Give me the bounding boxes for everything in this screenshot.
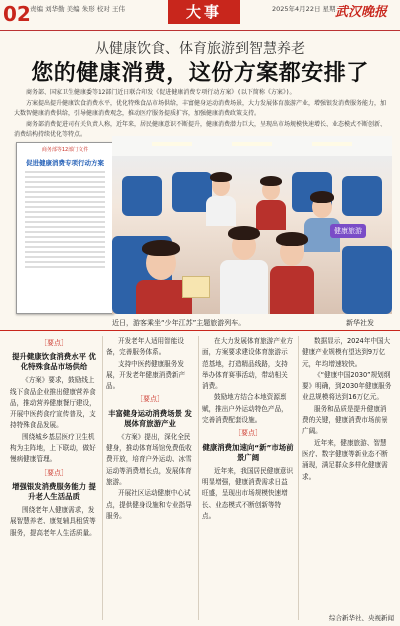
photo-credit: 新华社发	[346, 319, 374, 327]
section-divider	[0, 330, 400, 331]
article-column-4	[302, 336, 392, 483]
key-point-tag: ［要点］	[234, 429, 262, 438]
paragraph: 服务和品质是提升健康消费的关键，健康消费市场前景广阔。	[302, 404, 388, 436]
paragraph: 鼓励地方结合本地资源禀赋，推出户外运动特色产品，完善消费配套设施。	[202, 393, 288, 425]
masthead	[0, 0, 400, 31]
issue-date: 2025年4月22日 星期二	[272, 5, 343, 13]
editor-credits: 责编 刘华勤 美编 朱形 校对 王伟	[30, 5, 125, 13]
lead-paragraph: 方案提出提升健康饮食消费水平，优化特殊食品市场供给，丰富健身运动消费场景，大力发展体育旅游产业，增强银发消费服务能力，加大数智健康消费供给，引导健康消费观念，推动医疗服务提质扩容，加强健康消费政策支持。	[14, 99, 387, 117]
paragraph: 《“健康中国2030”规划纲要》明确，到2030年健康服务业总规模将达到16万亿元。	[302, 370, 392, 402]
paragraph: 《方案》提出，深化全民健身，推动体育场馆免费低收费开放，培育户外运动、冰雪运动等消费增长点，发展体育旅游。	[106, 432, 192, 486]
photo-sign: 健康旅游	[330, 224, 366, 238]
paper-name: 武汉晚报	[335, 5, 388, 20]
paragraph: 围绕城乡基层医疗卫生机构为主阵地，上下联动，做好慢病健康管理。	[10, 432, 96, 464]
article-lead	[14, 88, 386, 141]
paragraph: 在大力发展体育旅游产业方面，方案要求建设体育旅游示范基地，打造精品线路，支持举办体育赛事活动，带动相关消费。	[202, 337, 294, 391]
section-tab: 大事	[168, 0, 240, 24]
article-subtitle: 从健康饮食、体育旅游到智慧养老	[95, 41, 305, 57]
paragraph: 《方案》要求，鼓励线上线下食品企业推出健康营养食品，推动营养健康餐厅建设，开展中医药食疗宣传普及，支持特殊食品发展。	[10, 376, 96, 430]
section-heading: 健康消费加速向“新”市场前景广阔	[202, 442, 294, 462]
photo-caption: 近日，游客乘坐“少年江苏”主题旅游列车。	[112, 319, 246, 327]
document-title: 促进健康消费专项行动方案	[26, 159, 104, 167]
lead-paragraph: 商务部、国家卫生健康委等12部门近日联合印发《促进健康消费专项行动方案》(以下简称《方案》)。	[26, 89, 296, 96]
policy-document-image	[16, 142, 114, 314]
paragraph: 近年来，健康旅游、智慧医疗、数字健康等新业态不断涌现，满足群众多样化健康需求。	[302, 438, 388, 481]
article-column-2	[106, 336, 194, 522]
article-headline: 您的健康消费，这份方案都安排了	[31, 61, 369, 86]
key-point-tag: ［要点］	[136, 395, 164, 404]
section-heading: 丰富健身运动消费场景 发展体育旅游产业	[108, 408, 192, 428]
paragraph: 近年来，我国居民健康意识明显增强，健康消费需求日益旺盛，呈现出市场规模快速增长、业态模式不断创新等特点。	[202, 466, 294, 520]
section-heading: 增强银发消费服务能力 提升老人生活品质	[12, 481, 96, 501]
article-column-3	[202, 336, 294, 522]
key-point-tag: ［要点］	[40, 339, 68, 347]
source-credit: 综合新华社、央视新闻	[329, 614, 394, 622]
section-heading: 提升健康饮食消费水平 优化特殊食品市场供给	[12, 352, 96, 372]
page-number: 02	[3, 2, 31, 26]
document-header: 商务部等12部门文件	[41, 147, 89, 153]
lead-paragraph: 商务部消费促进司有关负责人称，近年来，居民健康意识不断提升，健康消费潜力巨大，呈现出市场规模快速增长、业态模式不断创新、消费结构持续优化等特点。	[14, 120, 387, 138]
key-point-tag: ［要点］	[40, 468, 68, 477]
paragraph: 开发老年人适用智能设备，完善服务体系。	[106, 337, 184, 357]
paragraph: 开展社区运动健康中心试点，提供健身设施和专业指导服务。	[106, 489, 192, 520]
article-column-1	[10, 336, 98, 539]
paragraph: 支持中医药健康服务发展，开发老年健康消费新产品。	[106, 359, 186, 391]
paragraph: 数据显示，2024年中国大健康产业规模有望达到9万亿元，年均增速较快。	[302, 337, 391, 368]
paragraph: 围绕老年人健康需求，发展智慧养老、康复辅具租赁等服务，提高老年人生活质量。	[10, 505, 96, 537]
train-passengers-photo	[112, 136, 392, 314]
